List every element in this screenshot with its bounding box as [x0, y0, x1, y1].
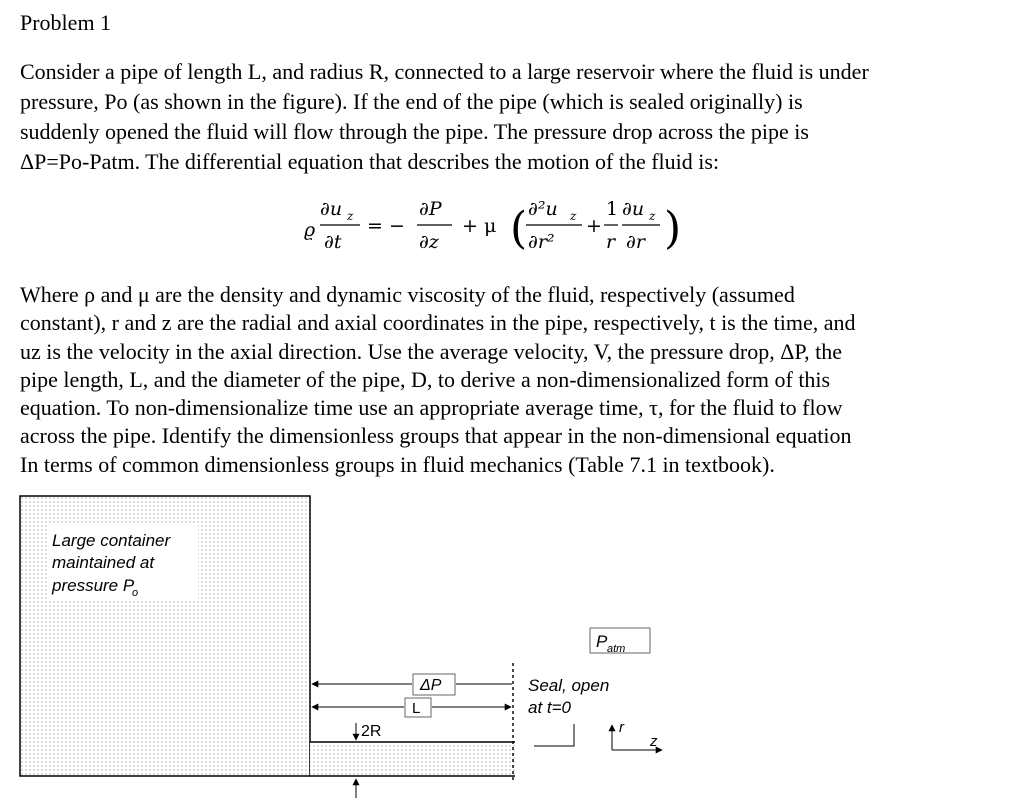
- pipe-reservoir-figure: [0, 480, 1024, 801]
- eq-term1-numerator: ∂²u: [528, 198, 558, 220]
- length-dimension: [312, 698, 511, 717]
- container-label-sub: o: [132, 587, 139, 599]
- eq-p-denominator: ∂z: [419, 231, 439, 253]
- delta-p-dimension: [312, 674, 512, 695]
- patm-label: P: [596, 632, 608, 651]
- eq-rho: ϱ: [304, 219, 316, 241]
- container-label-line-2: maintained at: [52, 553, 155, 572]
- eq-plus: +: [586, 215, 602, 237]
- delta-p-label: ΔP: [420, 677, 442, 694]
- pipe: [310, 742, 515, 776]
- patm-sub: atm: [607, 643, 626, 655]
- eq-term2-denominator: ∂r: [626, 231, 645, 253]
- eq-equals-minus: = −: [367, 215, 405, 237]
- problem-paragraph-1: Consider a pipe of length L, and radius R, connected to a large reservoir where the fluid is under pressure, Po (as shown in the figure). If the end of the pipe (which is sealed originally) is suddenly opened the fluid will flow through the pipe. The pressure drop across the pipe is ΔP=Po-Patm. The differential equation that describes the motion of the fluid is:: [20, 59, 869, 174]
- eq-left-paren: (: [510, 203, 528, 254]
- eq-lhs-numerator: ∂u: [320, 198, 343, 220]
- eq-term2-r: r: [606, 231, 616, 253]
- governing-equation: [300, 190, 720, 270]
- eq-lhs-denominator: ∂t: [324, 231, 342, 253]
- eq-term1-sub: z: [570, 209, 577, 223]
- eq-right-paren: ): [664, 203, 682, 254]
- eq-term2-one: 1: [606, 198, 619, 220]
- eq-p-numerator: ∂P: [419, 198, 442, 220]
- axis-z-label: z: [650, 733, 658, 750]
- problem-paragraph-2: Where ρ and μ are the density and dynamic viscosity of the fluid, respectively (assumed constant), r and z are the radial and axial coordinates in the pipe, respectively, t is the time, and uz is the velocity in the axial direction. Use the average velocity, V, the pressure drop, ΔP, the pipe length, L, and the diameter of the pipe, D, to derive a non-dimensionalized form of this equation. To non-dimensionalize time use an appropriate average time, τ, for the fluid to flow across the pipe. Identify the dimensionless groups that appear in the non-dimensional equation In terms of common dimensionless groups in fluid mechanics (Table 7.1 in textbook).: [20, 282, 856, 477]
- seal-opening-corner: [534, 724, 574, 746]
- length-label: L: [412, 700, 421, 717]
- eq-lhs-sub: z: [347, 209, 354, 223]
- eq-term2-numerator: ∂u: [622, 198, 645, 220]
- eq-term1-denominator: ∂r²: [528, 231, 555, 253]
- seal-label-line-2: at t=0: [528, 698, 572, 717]
- two-r-label: 2R: [361, 723, 382, 740]
- container-label-line-1: Large container: [52, 531, 171, 550]
- seal-label-line-1: Seal, open: [528, 676, 610, 695]
- problem-title: Problem 1: [20, 10, 112, 35]
- patm-box: [590, 628, 650, 655]
- coordinate-axes: [612, 719, 662, 750]
- container-label-line-3: pressure P: [52, 576, 135, 595]
- eq-term2-sub: z: [649, 209, 656, 223]
- eq-plus-mu: + μ: [462, 215, 497, 237]
- axis-r-label: r: [619, 719, 624, 736]
